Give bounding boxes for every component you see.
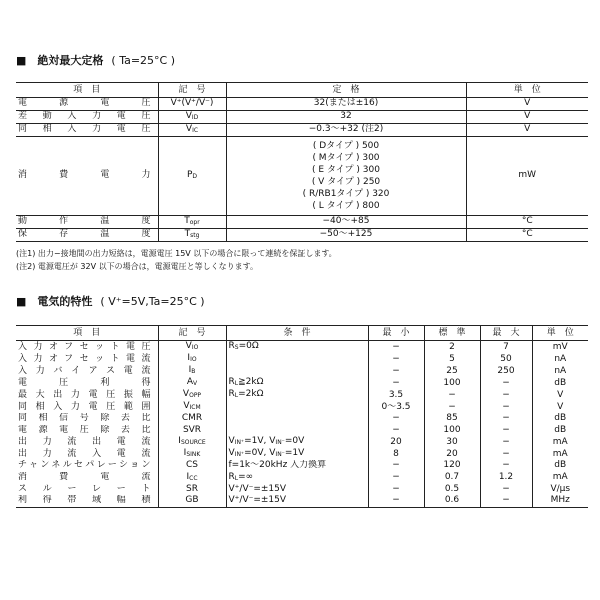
item-cell: 入力オフセット電圧 bbox=[18, 341, 152, 352]
item-cell: スルーレート bbox=[18, 483, 152, 494]
header-rating: 定 格 bbox=[226, 83, 466, 98]
typ-cell: 85 bbox=[424, 413, 480, 425]
item-cell: 消費電流 bbox=[18, 472, 152, 482]
min-cell: 8 bbox=[368, 448, 424, 460]
table-row bbox=[16, 401, 588, 413]
power-rating-e: ( E タイプ ) 300 bbox=[312, 164, 380, 175]
min-cell: − bbox=[368, 353, 424, 365]
min-cell: 20 bbox=[368, 436, 424, 448]
symbol-cell: SVR bbox=[158, 425, 226, 437]
table-row bbox=[16, 228, 588, 241]
symbol-cell: Tstg bbox=[158, 228, 226, 241]
max-cell: − bbox=[480, 436, 532, 448]
unit-cell: V bbox=[532, 389, 588, 401]
unit-cell: V bbox=[466, 98, 588, 111]
rating-cell bbox=[226, 136, 466, 215]
header-min: 最 小 bbox=[368, 326, 424, 341]
table-row bbox=[16, 448, 588, 460]
symbol-cell: ISINK bbox=[158, 448, 226, 460]
max-cell: − bbox=[480, 377, 532, 389]
min-cell: − bbox=[368, 484, 424, 496]
symbol-cell: IB bbox=[158, 365, 226, 377]
symbol-cell: Topr bbox=[158, 215, 226, 228]
header-item: 項 目 bbox=[16, 83, 158, 98]
typ-cell: 0.5 bbox=[424, 484, 480, 496]
typ-cell: 25 bbox=[424, 365, 480, 377]
unit-cell: °C bbox=[466, 215, 588, 228]
absolute-max-ratings-table bbox=[16, 82, 588, 242]
section1-title: ■ 絶対最大定格 ( Ta=25°C ) bbox=[16, 54, 176, 67]
rating-cell: −50〜+125 bbox=[226, 228, 466, 241]
typ-cell: − bbox=[424, 401, 480, 413]
table-row bbox=[16, 484, 588, 496]
symbol-cell: VOPP bbox=[158, 389, 226, 401]
condition-cell: VIN⁺=1V, VIN⁻=0V bbox=[226, 436, 368, 448]
power-rating-d: ( Dタイプ ) 500 bbox=[312, 140, 380, 151]
table-row bbox=[16, 365, 588, 377]
table-row bbox=[16, 436, 588, 448]
unit-cell: mA bbox=[532, 448, 588, 460]
table-row bbox=[16, 460, 588, 472]
unit-cell: mA bbox=[532, 472, 588, 484]
symbol-cell: PD bbox=[158, 136, 226, 215]
symbol-cell: AV bbox=[158, 377, 226, 389]
section2-title: ■ 電気的特性 ( V⁺=5V,Ta=25°C ) bbox=[16, 295, 205, 308]
section2-condition: ( V⁺=5V,Ta=25°C ) bbox=[100, 295, 205, 308]
unit-cell: mW bbox=[466, 136, 588, 215]
condition-cell: VIN⁺=0V, VIN⁻=1V bbox=[226, 448, 368, 460]
unit-cell: dB bbox=[532, 460, 588, 472]
table-row bbox=[16, 413, 588, 425]
unit-cell: dB bbox=[532, 413, 588, 425]
header-symbol: 記 号 bbox=[158, 326, 226, 341]
rating-cell: −0.3〜+32 (注2) bbox=[226, 123, 466, 136]
table-row bbox=[16, 123, 588, 136]
symbol-cell: GB bbox=[158, 495, 226, 507]
item-cell: 最大出力電圧振幅 bbox=[18, 389, 152, 400]
item-cell: 電圧利得 bbox=[18, 377, 152, 388]
min-cell: − bbox=[368, 413, 424, 425]
unit-cell: nA bbox=[532, 353, 588, 365]
max-cell: 7 bbox=[480, 341, 532, 354]
symbol-cell: VID bbox=[158, 110, 226, 123]
symbol-cell: CS bbox=[158, 460, 226, 472]
typ-cell: − bbox=[424, 389, 480, 401]
typ-cell: 0.6 bbox=[424, 495, 480, 507]
max-cell: − bbox=[480, 460, 532, 472]
unit-cell: dB bbox=[532, 425, 588, 437]
max-cell: 50 bbox=[480, 353, 532, 365]
condition-cell: RS=0Ω bbox=[226, 341, 368, 354]
header-max: 最 大 bbox=[480, 326, 532, 341]
max-cell: − bbox=[480, 389, 532, 401]
item-cell: チャンネルセパレーション bbox=[18, 460, 152, 471]
max-cell: − bbox=[480, 425, 532, 437]
item-cell: 出力流出電流 bbox=[18, 436, 152, 447]
item-cell: 同相入力電圧範囲 bbox=[18, 401, 152, 412]
table-row bbox=[16, 341, 588, 354]
min-cell: 0〜3.5 bbox=[368, 401, 424, 413]
footnotes bbox=[16, 247, 337, 273]
item-cell: 電源電圧除去比 bbox=[18, 424, 152, 435]
unit-cell: dB bbox=[532, 377, 588, 389]
condition-cell: RL≧2kΩ bbox=[226, 377, 368, 389]
min-cell: − bbox=[368, 341, 424, 354]
symbol-cell: V⁺(V⁺/V⁻) bbox=[158, 98, 226, 111]
header-item: 項 目 bbox=[16, 326, 158, 341]
table-row bbox=[16, 472, 588, 484]
typ-cell: 2 bbox=[424, 341, 480, 354]
max-cell: − bbox=[480, 448, 532, 460]
table-row bbox=[16, 377, 588, 389]
condition-cell: f=1k〜20kHz 入力換算 bbox=[226, 460, 368, 472]
condition-cell bbox=[226, 353, 368, 365]
unit-cell: V bbox=[466, 123, 588, 136]
table-row bbox=[16, 110, 588, 123]
max-cell: 1.2 bbox=[480, 472, 532, 484]
symbol-cell: ISOURCE bbox=[158, 436, 226, 448]
unit-cell: nA bbox=[532, 365, 588, 377]
condition-cell: V⁺/V⁻=±15V bbox=[226, 495, 368, 507]
table-row bbox=[16, 353, 588, 365]
item-cell: 利得帯域幅積 bbox=[16, 495, 158, 507]
typ-cell: 100 bbox=[424, 425, 480, 437]
condition-cell bbox=[226, 365, 368, 377]
condition-cell: RL=∞ bbox=[226, 472, 368, 484]
condition-cell bbox=[226, 413, 368, 425]
item-cell: 差動入力電圧 bbox=[16, 110, 158, 123]
typ-cell: 5 bbox=[424, 353, 480, 365]
table-header-row bbox=[16, 326, 588, 341]
item-cell: 保存温度 bbox=[16, 228, 158, 241]
power-rating-r: ( R/RB1タイプ ) 320 bbox=[302, 188, 390, 199]
rating-cell: −40〜+85 bbox=[226, 215, 466, 228]
symbol-cell: ICC bbox=[158, 472, 226, 484]
item-cell: 同相信号除去比 bbox=[18, 413, 152, 424]
min-cell: − bbox=[368, 472, 424, 484]
symbol-cell: VIC bbox=[158, 123, 226, 136]
min-cell: 3.5 bbox=[368, 389, 424, 401]
typ-cell: 120 bbox=[424, 460, 480, 472]
unit-cell: °C bbox=[466, 228, 588, 241]
footnote-2: (注2) 電源電圧が 32V 以下の場合は，電源電圧と等しくなります。 bbox=[16, 262, 258, 271]
min-cell: − bbox=[368, 495, 424, 507]
min-cell: − bbox=[368, 460, 424, 472]
typ-cell: 0.7 bbox=[424, 472, 480, 484]
header-symbol: 記 号 bbox=[158, 83, 226, 98]
item-cell: 出力流入電流 bbox=[18, 448, 152, 459]
header-unit: 単 位 bbox=[532, 326, 588, 341]
min-cell: − bbox=[368, 365, 424, 377]
symbol-cell: VIO bbox=[158, 341, 226, 354]
item-cell: 入力オフセット電流 bbox=[18, 353, 152, 364]
unit-cell: MHz bbox=[532, 495, 588, 507]
unit-cell: V/μs bbox=[532, 484, 588, 496]
item-cell: 入力バイアス電流 bbox=[18, 365, 152, 376]
section1-condition: ( Ta=25°C ) bbox=[111, 54, 176, 67]
max-cell: − bbox=[480, 401, 532, 413]
table-row-power bbox=[16, 136, 588, 215]
header-typ: 標 準 bbox=[424, 326, 480, 341]
min-cell: − bbox=[368, 377, 424, 389]
table-header-row bbox=[16, 83, 588, 98]
table-row bbox=[16, 215, 588, 228]
symbol-cell: SR bbox=[158, 484, 226, 496]
unit-cell: V bbox=[466, 110, 588, 123]
table-row bbox=[16, 98, 588, 111]
condition-cell bbox=[226, 401, 368, 413]
power-rating-l: ( L タイプ ) 800 bbox=[312, 200, 380, 211]
table-row bbox=[16, 495, 588, 507]
unit-cell: mV bbox=[532, 341, 588, 354]
typ-cell: 20 bbox=[424, 448, 480, 460]
condition-cell: V⁺/V⁻=±15V bbox=[226, 484, 368, 496]
header-unit: 単 位 bbox=[466, 83, 588, 98]
rating-cell: 32(または±16) bbox=[226, 98, 466, 111]
item-cell: 同相入力電圧 bbox=[16, 123, 158, 136]
symbol-cell: IIO bbox=[158, 353, 226, 365]
max-cell: 250 bbox=[480, 365, 532, 377]
item-cell: 消費電力 bbox=[16, 136, 158, 215]
max-cell: − bbox=[480, 413, 532, 425]
rating-cell: 32 bbox=[226, 110, 466, 123]
max-cell: − bbox=[480, 484, 532, 496]
typ-cell: 100 bbox=[424, 377, 480, 389]
max-cell: − bbox=[480, 495, 532, 507]
condition-cell bbox=[226, 425, 368, 437]
table-row bbox=[16, 389, 588, 401]
header-condition: 条 件 bbox=[226, 326, 368, 341]
symbol-cell: VICM bbox=[158, 401, 226, 413]
typ-cell: 30 bbox=[424, 436, 480, 448]
unit-cell: mA bbox=[532, 436, 588, 448]
symbol-cell: CMR bbox=[158, 413, 226, 425]
table-row bbox=[16, 425, 588, 437]
item-cell: 動作温度 bbox=[16, 215, 158, 228]
power-rating-m: ( Mタイプ ) 300 bbox=[312, 152, 380, 163]
min-cell: − bbox=[368, 425, 424, 437]
item-cell: 電源電圧 bbox=[16, 98, 158, 111]
condition-cell: RL=2kΩ bbox=[226, 389, 368, 401]
unit-cell: V bbox=[532, 401, 588, 413]
power-rating-v: ( V タイプ ) 250 bbox=[311, 176, 381, 187]
electrical-characteristics-table bbox=[16, 325, 588, 508]
footnote-1: (注1) 出力−接地間の出力短絡は，電源電圧 15V 以下の場合に限って連続を保証します。 bbox=[16, 249, 337, 258]
